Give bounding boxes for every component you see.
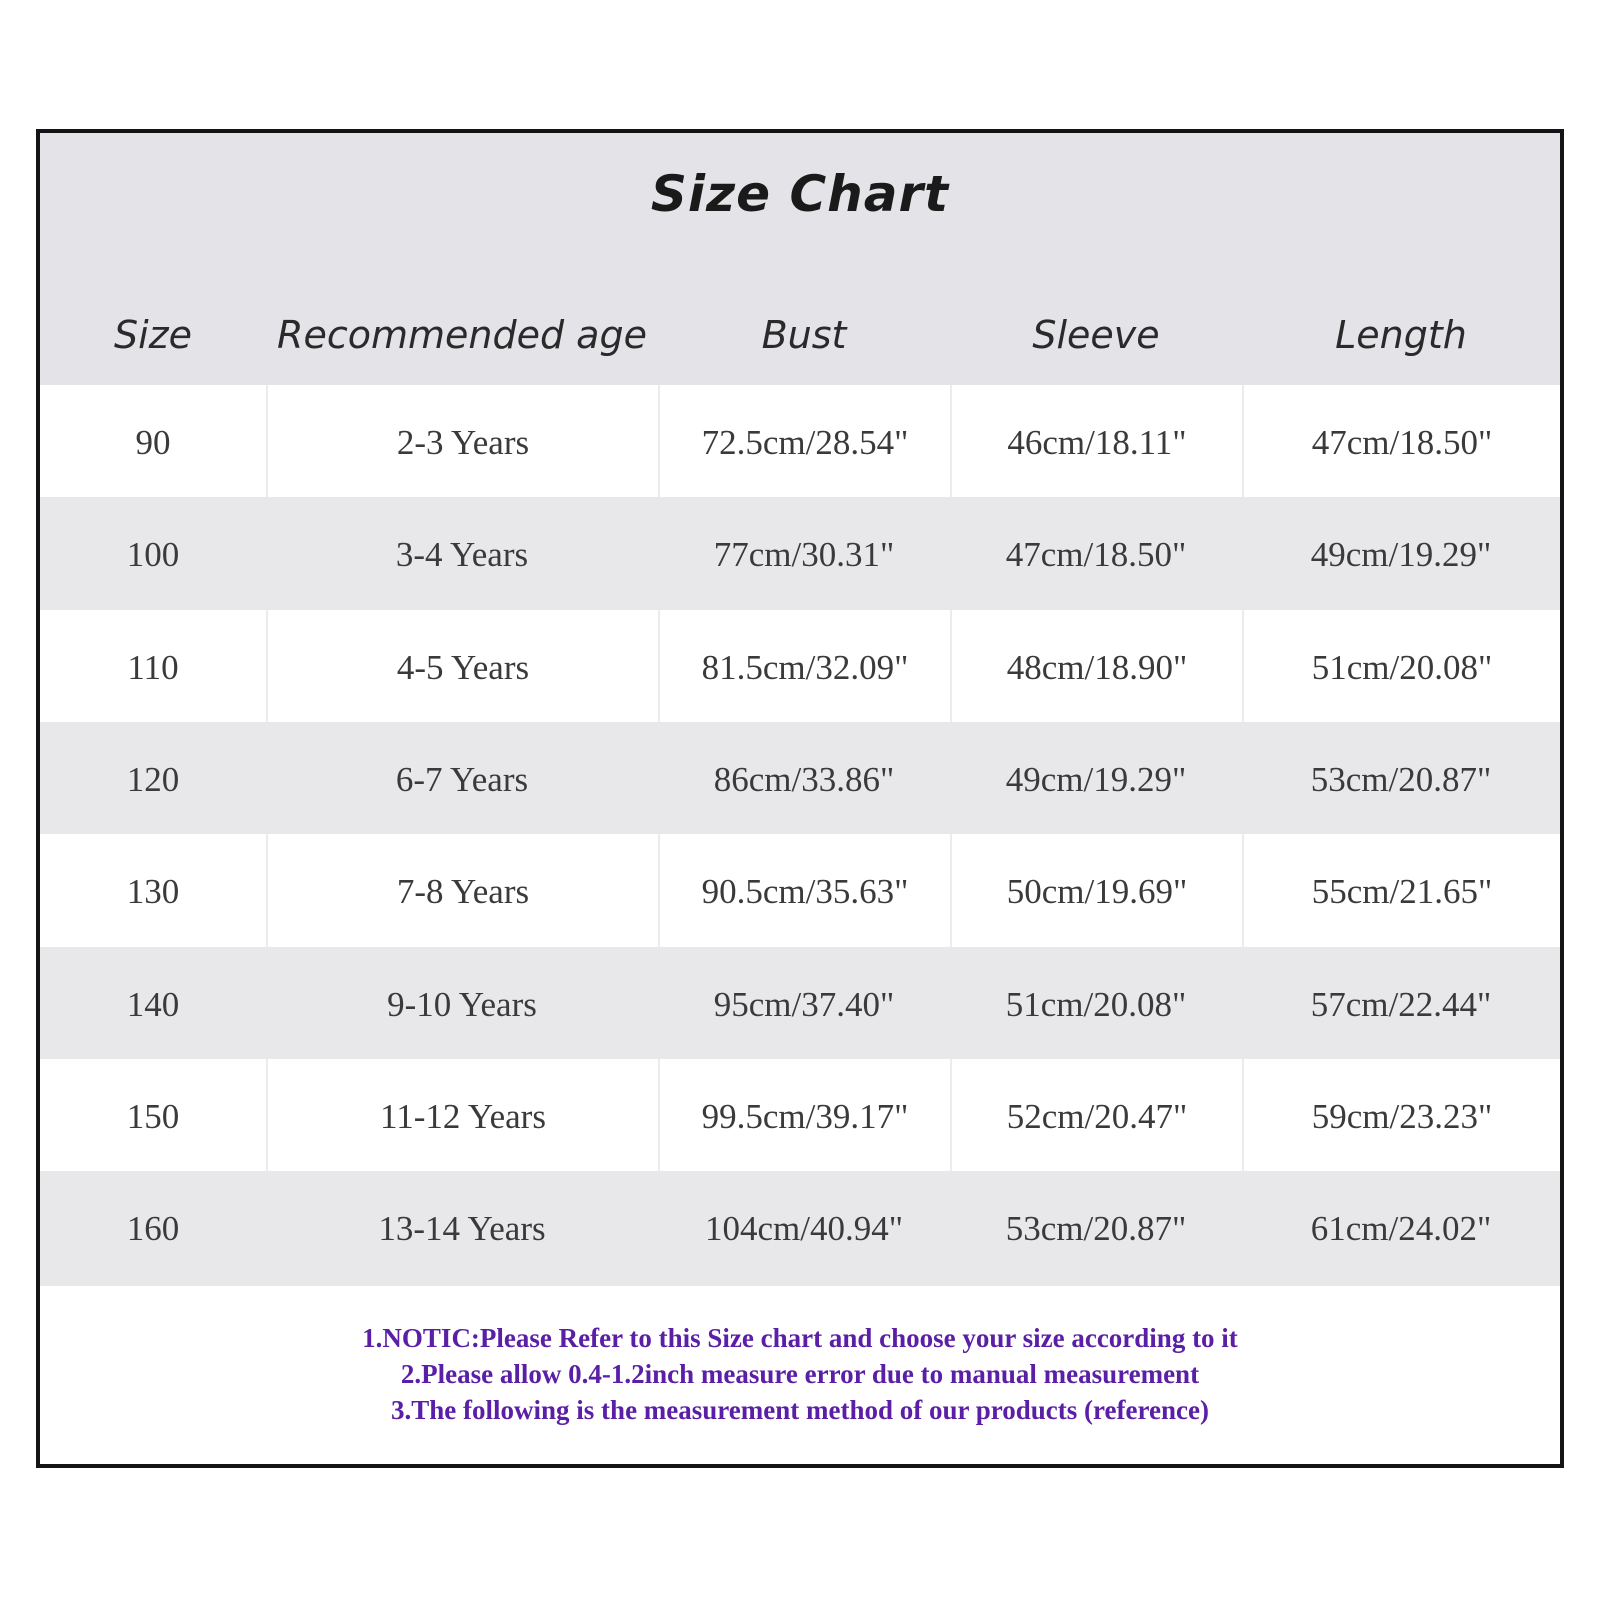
cell-sleeve: 47cm/18.50" <box>1005 535 1187 575</box>
table-row <box>40 610 1560 725</box>
cell-sleeve: 51cm/20.08" <box>1005 984 1187 1024</box>
cell-size: 90 <box>135 423 171 462</box>
cell-sleeve: 48cm/18.90" <box>950 610 1242 725</box>
cell-bust: 95cm/37.40" <box>713 984 895 1024</box>
table-row <box>40 834 1560 949</box>
cell-size: 130 <box>126 872 180 912</box>
cell-recommended-age: 4-5 Years <box>266 610 658 725</box>
cell-length: 61cm/24.02" <box>1310 1209 1492 1249</box>
cell-size: 120 <box>126 759 180 799</box>
table-row <box>40 1171 1560 1286</box>
table-row <box>40 385 1560 500</box>
cell-sleeve: 50cm/19.69" <box>950 834 1242 949</box>
cell-size: 140 <box>126 984 180 1024</box>
cell-length: 49cm/19.29" <box>1310 535 1492 575</box>
cell-recommended-age: 6-7 Years <box>395 759 529 799</box>
cell-sleeve: 49cm/19.29" <box>1005 759 1187 799</box>
cell-length: 53cm/20.87" <box>1310 759 1492 799</box>
column-header-length: Length <box>1335 313 1467 357</box>
cell-size: 110 <box>127 647 179 687</box>
cell-bust: 99.5cm/39.17" <box>658 1059 950 1174</box>
cell-length: 55cm/21.65" <box>1242 834 1560 949</box>
column-header-size: Size <box>113 313 192 357</box>
table-row <box>40 1059 1560 1174</box>
cell-size: 100 <box>126 535 180 575</box>
table-row <box>40 947 1560 1062</box>
cell-sleeve: 46cm/18.11" <box>950 385 1242 500</box>
cell-recommended-age: 11-12 Years <box>266 1059 658 1174</box>
cell-sleeve: 52cm/20.47" <box>950 1059 1242 1174</box>
table-row <box>40 497 1560 612</box>
cell-bust: 77cm/30.31" <box>713 535 895 575</box>
cell-length: 51cm/20.08" <box>1242 610 1560 725</box>
cell-bust: 104cm/40.94" <box>704 1209 904 1249</box>
cell-bust: 86cm/33.86" <box>713 759 895 799</box>
column-header-bust: Bust <box>761 313 847 357</box>
cell-size: 150 <box>126 1096 180 1136</box>
cell-length: 47cm/18.50" <box>1242 385 1560 500</box>
chart-title: Size Chart <box>650 165 950 223</box>
cell-length: 59cm/23.23" <box>1242 1059 1560 1174</box>
column-header-recommended-age: Recommended age <box>277 313 647 357</box>
cell-recommended-age: 13-14 Years <box>378 1209 546 1249</box>
cell-bust: 90.5cm/35.63" <box>658 834 950 949</box>
column-header-sleeve: Sleeve <box>1032 313 1160 357</box>
cell-recommended-age: 3-4 Years <box>395 535 529 575</box>
cell-bust: 81.5cm/32.09" <box>658 610 950 725</box>
size-chart-frame <box>36 129 1564 1468</box>
note-line: 2.Please allow 0.4-1.2inch measure error due to manual measurement <box>400 1359 1200 1389</box>
cell-recommended-age: 7-8 Years <box>266 834 658 949</box>
notes-block <box>40 1320 1560 1428</box>
cell-bust: 72.5cm/28.54" <box>658 385 950 500</box>
note-line: 3.The following is the measurement method of our products (reference) <box>391 1395 1209 1425</box>
note-line: 1.NOTIC:Please Refer to this Size chart and choose your size according to it <box>362 1323 1238 1353</box>
table-row <box>40 722 1560 837</box>
cell-sleeve: 53cm/20.87" <box>1005 1209 1187 1249</box>
cell-recommended-age: 2-3 Years <box>266 385 658 500</box>
cell-length: 57cm/22.44" <box>1310 984 1492 1024</box>
cell-recommended-age: 9-10 Years <box>387 984 537 1024</box>
cell-size: 160 <box>126 1209 180 1249</box>
chart-header <box>40 133 1560 398</box>
